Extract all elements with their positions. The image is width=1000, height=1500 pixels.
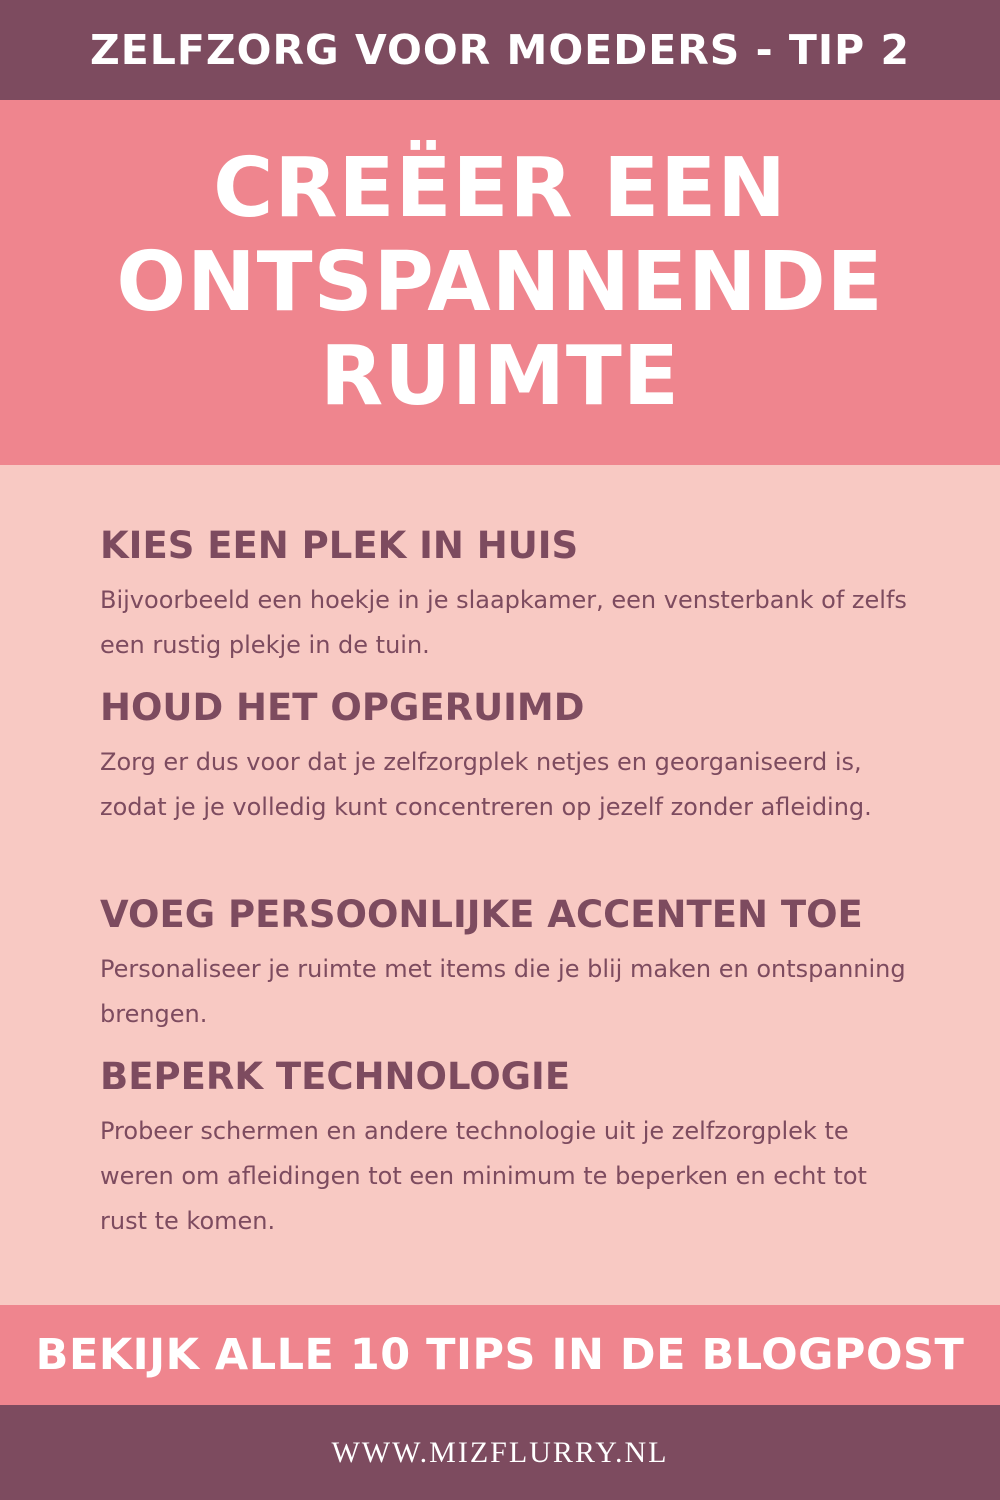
tip-text: Personaliseer je ruimte met items die je blij maken en ontspanning brengen. (100, 955, 906, 1028)
tip-section-personal (100, 889, 920, 1051)
tip-text: Zorg er dus voor dat je zelfzorgplek netjes en georganiseerd is, zodat je je volledig kunt concentreren op jezelf zonder afleiding. (100, 748, 872, 821)
tip-heading: BEPERK TECHNOLOGIE (100, 1055, 571, 1098)
hero-title-line-1: CREËER EEN (213, 140, 787, 236)
hero-banner (0, 100, 1000, 465)
blogpost-cta-label[interactable]: BEKIJK ALLE 10 TIPS IN DE BLOGPOST (35, 1330, 965, 1380)
tip-text: Bijvoorbeeld een hoekje in je slaapkamer, een vensterbank of zelfs een rustig plekje in de tuin. (100, 586, 907, 659)
tip-heading: HOUD HET OPGERUIMD (100, 686, 585, 729)
tip-section-technology (100, 1051, 920, 1258)
tip-section-tidy (100, 682, 920, 889)
series-title: ZELFZORG VOOR MOEDERS - TIP 2 (90, 26, 910, 74)
tip-text: Probeer schermen en andere technologie uit je zelfzorgplek te weren om afleidingen tot een minimum te beperken en echt tot rust te komen. (100, 1117, 867, 1235)
hero-title-line-3: RUIMTE (320, 328, 680, 424)
tip-heading: VOEG PERSOONLIJKE ACCENTEN TOE (100, 893, 863, 936)
hero-title-line-2: ONTSPANNENDE (116, 234, 884, 330)
tips-content (100, 520, 920, 1258)
footer (0, 1405, 1000, 1500)
series-header (0, 0, 1000, 100)
tip-heading: KIES EEN PLEK IN HUIS (100, 524, 579, 567)
tip-section-place (100, 520, 920, 682)
website-link[interactable]: WWW.MIZFLURRY.NL (331, 1435, 669, 1469)
blogpost-cta-banner[interactable] (0, 1305, 1000, 1405)
